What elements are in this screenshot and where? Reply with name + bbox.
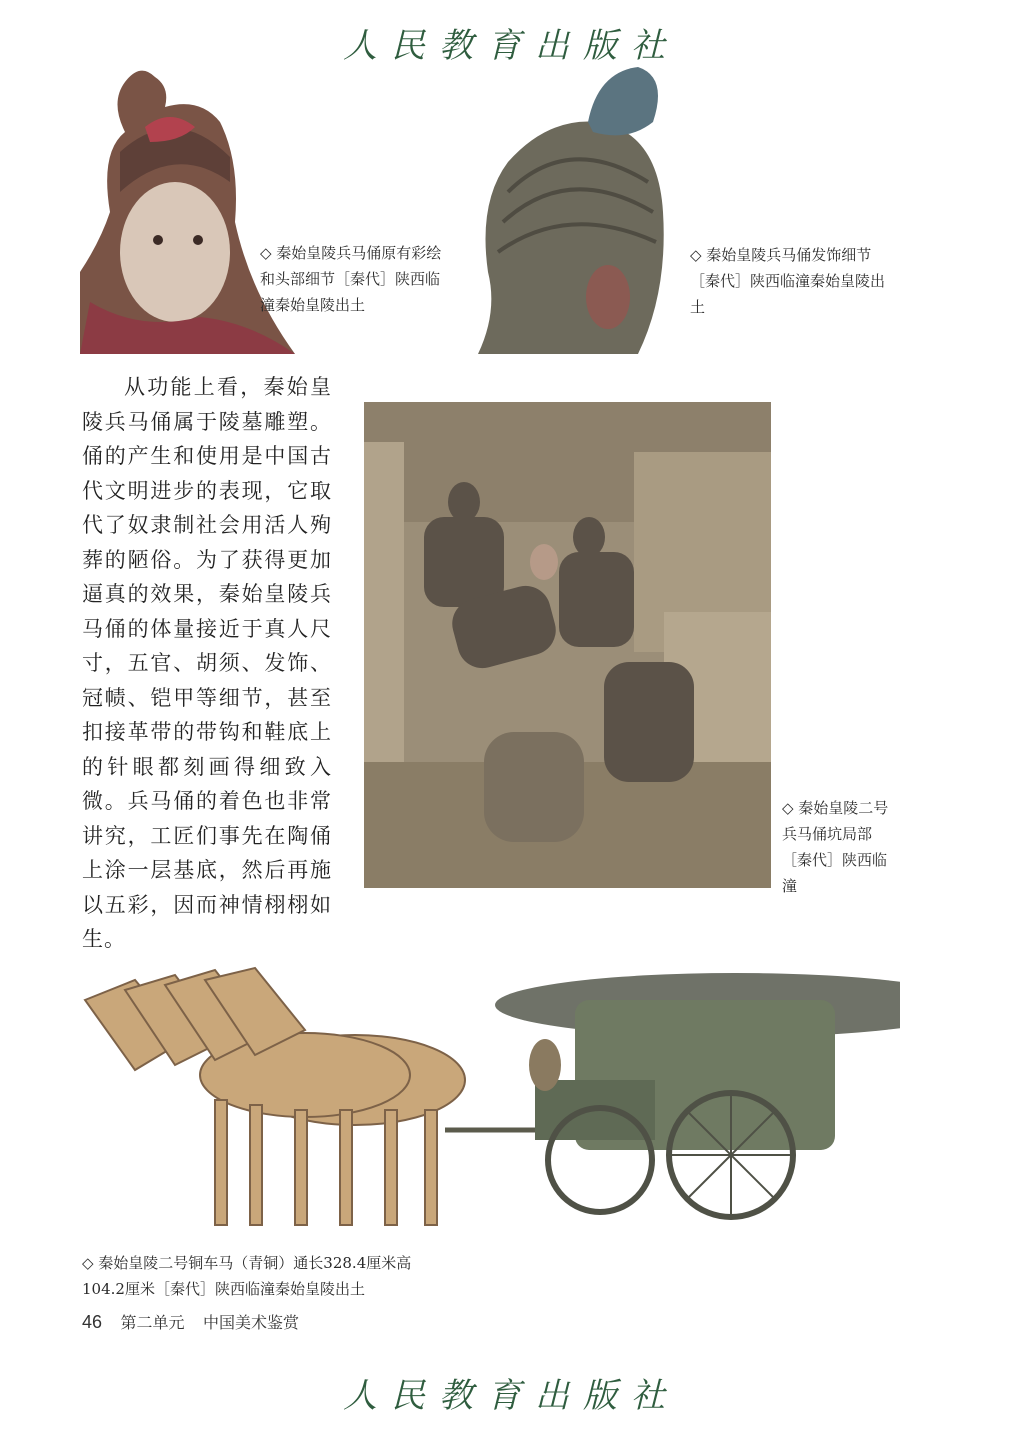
- photo-warrior-hair-detail: [478, 62, 678, 354]
- caption-head-color: ◇ 秦始皇陵兵马俑原有彩绘和头部细节［秦代］陕西临潼秦始皇陵出土: [260, 244, 442, 314]
- course-label: 中国美术鉴赏: [202, 1313, 299, 1332]
- unit-label: 第二单元: [120, 1313, 185, 1332]
- photo-pit-two: [364, 402, 771, 888]
- publisher-watermark-top: 人民教育出版社: [343, 26, 679, 66]
- page-footer: [82, 1310, 299, 1333]
- publisher-watermark-bottom: 人民教育出版社: [343, 1376, 679, 1416]
- photo-bronze-chariot: [65, 960, 900, 1230]
- caption-pit-two: ◇ 秦始皇陵二号兵马俑坑局部［秦代］陕西临潼: [782, 799, 889, 895]
- page-number: 46: [82, 1312, 103, 1332]
- caption-hair-detail: ◇ 秦始皇陵兵马俑发饰细节［秦代］陕西临潼秦始皇陵出土: [690, 246, 886, 316]
- body-paragraph: 从功能上看，秦始皇陵兵马俑属于陵墓雕塑。俑的产生和使用是中国古代文明进步的表现，它取代了奴隶制社会用活人殉葬的陋俗。为了获得更加逼真的效果，秦始皇陵兵马俑的体量接近于真人尺寸，五官、胡须、发饰、冠帻、铠甲等细节，甚至扣接革带的带钩和鞋底上的针眼都刻画得细致入微。兵马俑的着色也非常讲究，工匠们事先在陶俑上涂一层基底，然后再施以五彩，因而神情栩栩如生。: [82, 375, 332, 951]
- caption-chariot: ◇ 秦始皇陵二号铜车马（青铜）通长328.4厘米高104.2厘米［秦代］陕西临潼秦始皇陵出土: [82, 1254, 412, 1298]
